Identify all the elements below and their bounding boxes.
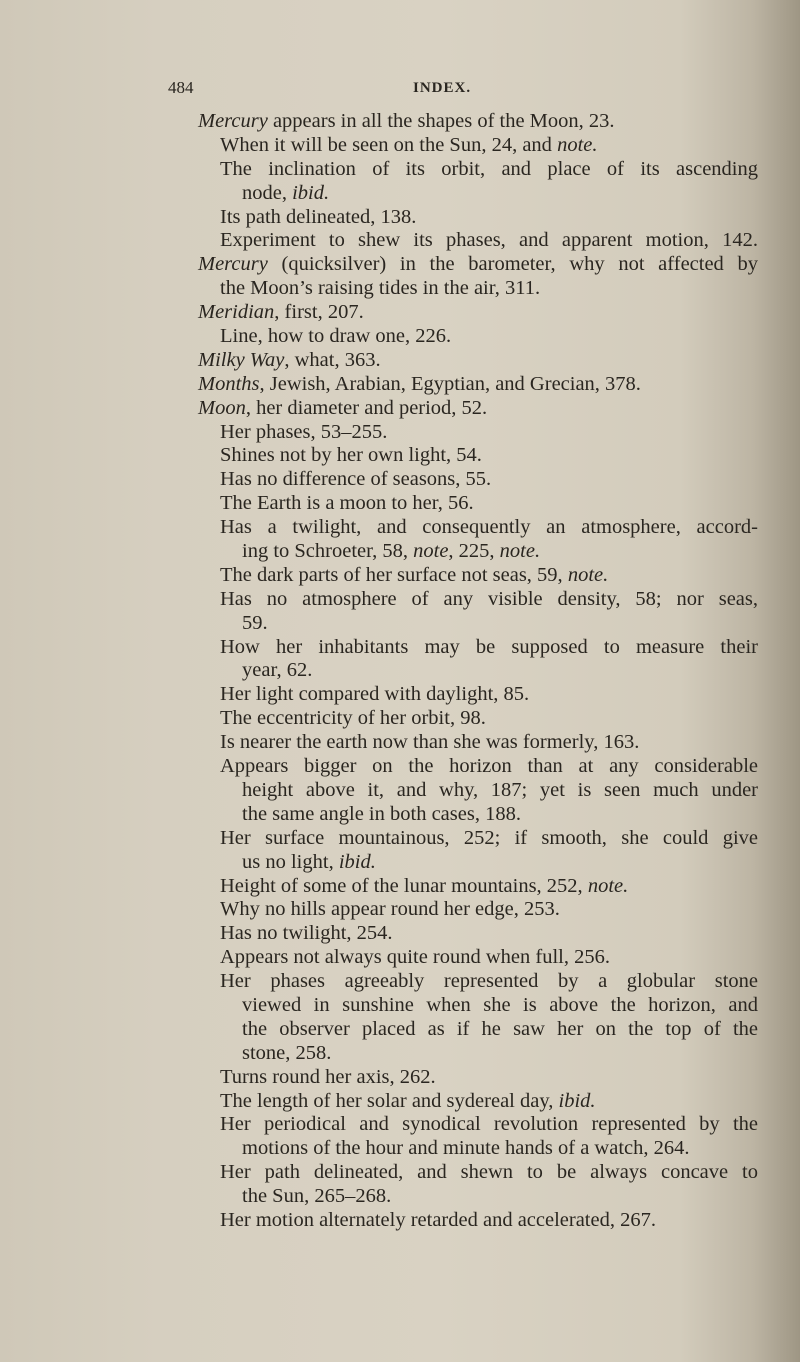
entry-text: , her diameter and period, 52.: [245, 396, 488, 419]
entry-text: How her inhabitants may be supposed to measure their: [220, 635, 758, 658]
index-entry: [198, 110, 758, 134]
index-continuation: [242, 779, 758, 803]
italic-text: Months: [198, 372, 260, 395]
entry-text: us no light,: [242, 850, 339, 873]
entry-text: Has no atmosphere of any visible density, 58; nor seas,: [220, 587, 758, 610]
page-number: 484: [168, 78, 194, 97]
index-subentry: [220, 516, 758, 540]
entry-text: node,: [242, 181, 293, 204]
entry-text: (quicksilver) in the barometer, why not affected by: [267, 253, 758, 276]
entry-text: The dark parts of her surface not seas, 59,: [220, 563, 568, 586]
entry-text: the observer placed as if he saw her on the top of the: [242, 1017, 758, 1040]
italic-text: Milky Way: [198, 348, 285, 371]
entry-text: Has no twilight, 254.: [220, 922, 393, 945]
italic-text: Mercury: [198, 253, 268, 276]
index-subentry: [220, 970, 758, 994]
index-subentry: [220, 134, 758, 158]
index-subentry: [220, 325, 758, 349]
entry-text: , 225,: [448, 540, 500, 563]
index-continuation: [242, 1137, 758, 1161]
entry-text: The inclination of its orbit, and place of its ascending: [220, 157, 758, 180]
index-continuation: [242, 994, 758, 1018]
index-continuation: [242, 182, 758, 206]
entry-text: Her phases agreeably represented by a globular stone: [220, 970, 758, 993]
index-subentry: [220, 875, 758, 899]
entry-text: , what, 363.: [284, 348, 381, 371]
index-subentry: [220, 922, 758, 946]
index-subentry: [220, 827, 758, 851]
index-subentry: [220, 588, 758, 612]
entry-text: The Earth is a moon to her, 56.: [220, 492, 474, 515]
entry-text: the Moon’s raising tides in the air, 311.: [220, 277, 541, 300]
entry-text: Its path delineated, 138.: [220, 205, 417, 228]
entry-text: Height of some of the lunar mountains, 252,: [220, 874, 588, 897]
entry-text: Is nearer the earth now than she was formerly, 163.: [220, 731, 640, 754]
index-continuation: [242, 1185, 758, 1209]
entry-text: motions of the hour and minute hands of a watch, 264.: [242, 1137, 690, 1160]
entry-text: Her motion alternately retarded and accelerated, 267.: [220, 1208, 656, 1231]
entry-text: Her light compared with daylight, 85.: [220, 683, 530, 706]
entry-text: Appears bigger on the horizon than at any considerable: [220, 755, 758, 778]
entry-text: Why no hills appear round her edge, 253.: [220, 898, 560, 921]
index-subentry: [220, 755, 758, 779]
index-subentry: [220, 707, 758, 731]
entry-text: year, 62.: [242, 659, 313, 682]
italic-text: Meridian: [198, 301, 275, 324]
entry-text: Her path delineated, and shewn to be always concave to: [220, 1161, 758, 1184]
index-subentry: [220, 421, 758, 445]
index-subentry: [220, 683, 758, 707]
index-subentry: [220, 229, 758, 253]
index-entry: [198, 301, 758, 325]
index-subentry: [220, 898, 758, 922]
entry-text: , Jewish, Arabian, Egyptian, and Grecian, 378.: [259, 372, 641, 395]
index-continuation: [242, 540, 758, 564]
index-subentry: [220, 1209, 758, 1233]
entry-text: The eccentricity of her orbit, 98.: [220, 707, 486, 730]
entry-text: Appears not always quite round when full, 256.: [220, 946, 610, 969]
entry-text: Her periodical and synodical revolution represented by the: [220, 1113, 758, 1136]
entry-text: Turns round her axis, 262.: [220, 1065, 436, 1088]
index-entry: [198, 253, 758, 277]
italic-text: note.: [587, 874, 629, 897]
index-subentry: [220, 564, 758, 588]
entry-text: appears in all the shapes of the Moon, 23.: [267, 110, 615, 132]
index-continuation: [242, 612, 758, 636]
entry-text: , first, 207.: [274, 301, 364, 324]
index-subentry: [220, 636, 758, 660]
italic-text: Moon: [198, 396, 246, 419]
entry-text: ing to Schroeter, 58,: [242, 540, 414, 563]
italic-text: note.: [557, 133, 598, 156]
index-continuation: [242, 851, 758, 875]
italic-text: note: [413, 540, 449, 563]
entry-text: Shines not by her own light, 54.: [220, 444, 482, 467]
running-header: [0, 78, 800, 102]
index-entries: [198, 110, 758, 1233]
italic-text: Mercury: [198, 110, 268, 132]
entry-text: The length of her solar and sydereal day,: [220, 1089, 559, 1112]
index-subentry: [220, 1161, 758, 1185]
italic-text: note.: [567, 563, 609, 586]
running-title: INDEX.: [413, 80, 472, 96]
entry-text: stone, 258.: [242, 1041, 332, 1064]
index-subentry: [220, 1113, 758, 1137]
index-subentry: [220, 731, 758, 755]
index-subentry: [220, 206, 758, 230]
entry-text: Has no difference of seasons, 55.: [220, 468, 492, 491]
entry-text: 59.: [242, 611, 268, 634]
index-entry: [198, 349, 758, 373]
entry-text: Her phases, 53–255.: [220, 420, 388, 443]
index-subentry: [220, 158, 758, 182]
italic-text: ibid.: [292, 181, 330, 204]
entry-text: Her surface mountainous, 252; if smooth, she could give: [220, 826, 758, 849]
italic-text: ibid.: [558, 1089, 596, 1112]
entry-text: the Sun, 265–268.: [242, 1185, 392, 1208]
entry-text: the same angle in both cases, 188.: [242, 802, 521, 825]
index-subentry: [220, 946, 758, 970]
italic-text: note.: [499, 540, 541, 563]
index-entry: [198, 373, 758, 397]
index-continuation: [242, 1018, 758, 1042]
entry-text: Experiment to shew its phases, and apparent motion, 142.: [220, 229, 758, 252]
italic-text: ibid.: [338, 850, 376, 873]
entry-text: height above it, and why, 187; yet is seen much under: [242, 778, 758, 801]
index-subentry: [220, 492, 758, 516]
entry-text: Line, how to draw one, 226.: [220, 325, 452, 348]
index-entry: [198, 397, 758, 421]
index-subentry: [220, 1066, 758, 1090]
index-subentry: [220, 444, 758, 468]
index-continuation: [242, 803, 758, 827]
entry-text: When it will be seen on the Sun, 24, and: [220, 133, 558, 156]
index-subentry: [220, 468, 758, 492]
index-subentry: [220, 1090, 758, 1114]
index-continuation: [242, 659, 758, 683]
entry-text: Has a twilight, and consequently an atmosphere, accord-: [220, 516, 758, 539]
index-subentry: [220, 277, 758, 301]
index-continuation: [242, 1042, 758, 1066]
entry-text: viewed in sunshine when she is above the horizon, and: [242, 993, 758, 1016]
